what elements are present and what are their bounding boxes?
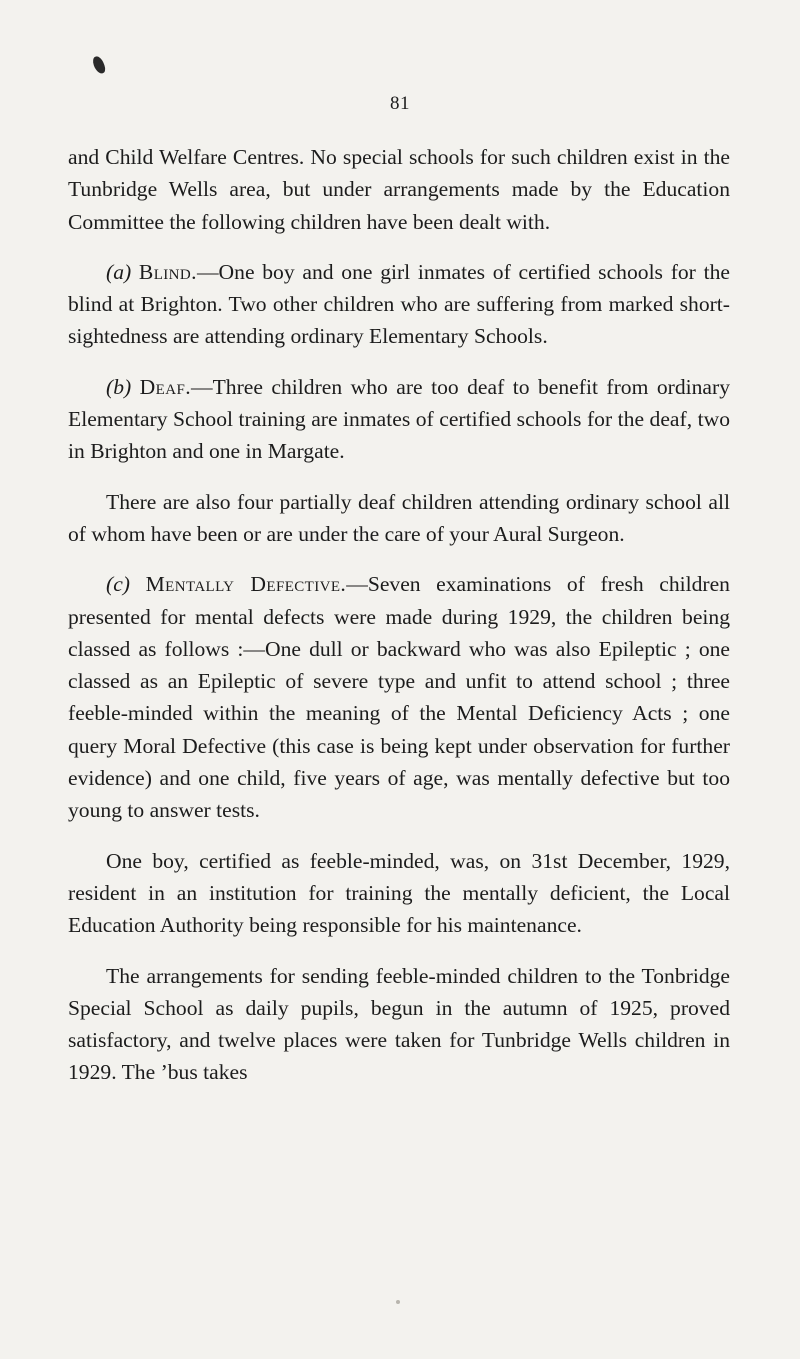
paragraph-deaf — [68, 371, 730, 468]
paper-speck — [396, 1300, 400, 1304]
paragraph-text: One boy, certified as feeble-minded, was, on 31st December, 1929, resident in an institution for training the mentally deficient, the Local Education Authority being responsible for his maintenance. — [68, 848, 730, 938]
ink-blot — [91, 55, 107, 75]
paragraph-mentally-defective — [68, 568, 730, 826]
paragraph-text: —One boy and one girl inmates of certified schools for the blind at Brighton. Two other children who are suffering from marked short-sightedness are attending ordinary Elementary Schools. — [68, 259, 730, 349]
list-marker: (c) — [106, 572, 130, 597]
document-body — [68, 141, 730, 1089]
paragraph-partially-deaf — [68, 486, 730, 551]
paragraph-text: and Child Welfare Centres. No special schools for such children exist in the Tunbridge Wells area, but under arrangements made by the Education Committee the following children have been dealt with. — [68, 145, 730, 234]
section-heading-mentally-defective: Mentally Defective. — [145, 572, 347, 597]
list-marker: (b) — [106, 374, 132, 399]
section-heading-deaf: Deaf. — [139, 374, 191, 399]
paragraph-text: —Three children who are too deaf to benefit from ordinary Elementary School training are inmates of certified schools for the deaf, two in Brighton and one in Margate. — [68, 374, 730, 464]
paragraph-arrangements — [68, 960, 730, 1089]
paragraph-certified-boy — [68, 845, 730, 942]
section-heading-blind: Blind. — [138, 259, 197, 284]
paragraph-intro — [68, 141, 730, 238]
paragraph-text: There are also four partially deaf children attending ordinary school all of whom have been or are under the care of your Aural Surgeon. — [68, 489, 730, 546]
paragraph-text: The arrangements for sending feeble-minded children to the Tonbridge Special School as daily pupils, begun in the autumn of 1925, proved satisfactory, and twelve places were taken for Tunbridge Wells children in 1929. The ’bus takes — [68, 963, 730, 1085]
paragraph-text: —Seven examinations of fresh children presented for mental defects were made during 1929, the children being classed as follows :—One dull or backward who was also Epileptic ; one classed as an Epileptic of severe type and unfit to attend school ; three feeble-minded within the meaning of the Mental Deficiency Acts ; one query Moral Defective (this case is being kept under observation for further evidence) and one child, five years of age, was mentally defective but too young to answer tests. — [68, 572, 730, 823]
paragraph-blind — [68, 256, 730, 353]
list-marker: (a) — [106, 259, 132, 284]
page-number: 81 — [390, 93, 410, 114]
